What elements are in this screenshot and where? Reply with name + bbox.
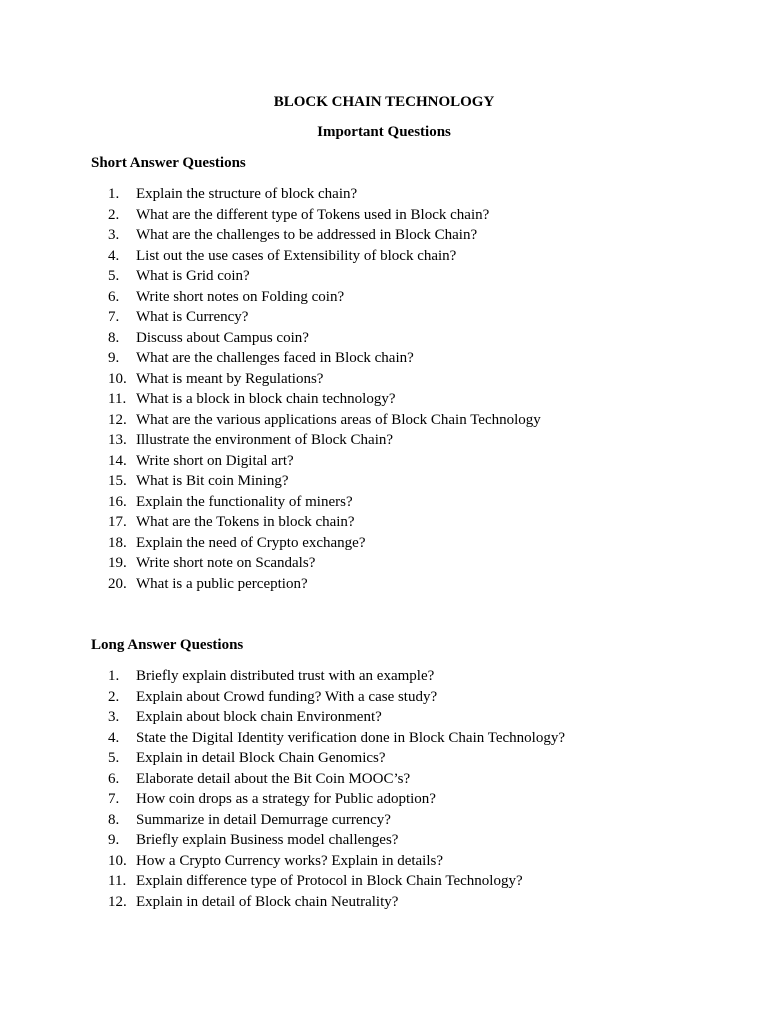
question-number: 11. — [108, 873, 127, 889]
question-number: 3. — [108, 227, 120, 243]
question-item — [108, 534, 541, 555]
question-number: 3. — [108, 709, 120, 725]
question-number: 7. — [108, 309, 120, 325]
question-text: Explain the functionality of miners? — [136, 493, 353, 510]
question-text: Briefly explain distributed trust with an example? — [136, 668, 435, 684]
question-text: Elaborate detail about the Bit Coin MOOC’s? — [136, 770, 411, 787]
question-number: 2. — [108, 206, 120, 223]
question-item — [108, 206, 541, 227]
question-number: 12. — [108, 411, 127, 428]
question-number: 11. — [108, 391, 127, 407]
question-text: Write short note on Scandals? — [136, 555, 316, 571]
question-number: 19. — [108, 555, 127, 571]
question-text: What are the Tokens in block chain? — [136, 514, 355, 530]
question-item — [108, 729, 565, 750]
question-number: 4. — [108, 247, 120, 264]
question-text: What is Bit coin Mining? — [136, 473, 289, 489]
question-text: What is Currency? — [136, 309, 249, 325]
question-number: 12. — [108, 893, 127, 910]
question-item — [108, 872, 565, 893]
question-number: 9. — [108, 350, 120, 366]
question-text: How a Crypto Currency works? Explain in details? — [136, 852, 444, 869]
question-number: 17. — [108, 514, 127, 530]
question-number: 6. — [108, 770, 120, 787]
question-item — [108, 852, 565, 873]
long-answer-heading: Long Answer Questions — [91, 637, 244, 653]
question-text: What is meant by Regulations? — [136, 370, 324, 387]
question-text: Explain in detail Block Chain Genomics? — [136, 750, 386, 766]
question-text: List out the use cases of Extensibility of block chain? — [136, 247, 457, 264]
question-item — [108, 349, 541, 370]
question-item — [108, 472, 541, 493]
question-text: Explain difference type of Protocol in Block Chain Technology? — [136, 873, 523, 889]
question-item — [108, 288, 541, 309]
question-text: Summarize in detail Demurrage currency? — [136, 811, 391, 828]
question-item — [108, 185, 541, 206]
question-item — [108, 811, 565, 832]
question-number: 5. — [108, 268, 120, 284]
question-number: 1. — [108, 668, 120, 684]
question-item — [108, 749, 565, 770]
question-text: What are the challenges to be addressed in Block Chain? — [136, 227, 478, 243]
question-number: 7. — [108, 791, 120, 807]
question-number: 18. — [108, 534, 127, 551]
question-text: What is a public perception? — [136, 575, 308, 592]
question-text: What are the different type of Tokens used in Block chain? — [136, 206, 490, 223]
question-item — [108, 226, 541, 247]
question-number: 1. — [108, 186, 120, 202]
short-answer-list — [108, 185, 541, 595]
question-item — [108, 770, 565, 791]
question-item — [108, 247, 541, 268]
question-text: Write short on Digital art? — [136, 452, 294, 469]
question-item — [108, 667, 565, 688]
question-item — [108, 493, 541, 514]
question-number: 5. — [108, 750, 120, 766]
question-number: 6. — [108, 288, 120, 305]
question-item — [108, 554, 541, 575]
question-item — [108, 452, 541, 473]
question-item — [108, 370, 541, 391]
question-number: 10. — [108, 852, 127, 869]
question-item — [108, 329, 541, 350]
document-title: BLOCK CHAIN TECHNOLOGY — [273, 94, 495, 110]
question-number: 20. — [108, 575, 127, 592]
question-text: State the Digital Identity verification done in Block Chain Technology? — [136, 729, 565, 746]
question-item — [108, 831, 565, 852]
question-text: Explain about Crowd funding? With a case study? — [136, 688, 438, 705]
short-answer-heading: Short Answer Questions — [91, 155, 246, 171]
question-text: Discuss about Campus coin? — [136, 329, 309, 346]
question-number: 14. — [108, 452, 127, 469]
question-item — [108, 431, 541, 452]
question-number: 10. — [108, 370, 127, 387]
question-number: 4. — [108, 729, 120, 746]
question-number: 13. — [108, 432, 127, 448]
question-number: 8. — [108, 329, 120, 346]
question-number: 9. — [108, 832, 120, 848]
question-text: Explain the need of Crypto exchange? — [136, 534, 366, 551]
question-text: How coin drops as a strategy for Public adoption? — [136, 791, 436, 807]
question-text: Briefly explain Business model challenges? — [136, 832, 399, 848]
question-number: 16. — [108, 493, 127, 510]
question-item — [108, 411, 541, 432]
question-text: Explain in detail of Block chain Neutrality? — [136, 893, 399, 910]
question-item — [108, 893, 565, 914]
question-text: Write short notes on Folding coin? — [136, 288, 345, 305]
question-item — [108, 390, 541, 411]
document-subtitle: Important Questions — [317, 124, 451, 140]
question-text: Explain about block chain Environment? — [136, 709, 382, 725]
long-answer-list — [108, 667, 565, 913]
question-text: What are the challenges faced in Block chain? — [136, 350, 414, 366]
question-text: What are the various applications areas of Block Chain Technology — [136, 411, 541, 428]
question-text: What is Grid coin? — [136, 268, 250, 284]
question-text: Illustrate the environment of Block Chain? — [136, 432, 394, 448]
question-item — [108, 267, 541, 288]
question-number: 15. — [108, 473, 127, 489]
question-item — [108, 513, 541, 534]
question-item — [108, 708, 565, 729]
question-text: Explain the structure of block chain? — [136, 186, 358, 202]
question-number: 8. — [108, 811, 120, 828]
question-number: 2. — [108, 688, 120, 705]
question-item — [108, 790, 565, 811]
question-text: What is a block in block chain technology? — [136, 391, 396, 407]
question-item — [108, 308, 541, 329]
question-item — [108, 688, 565, 709]
question-item — [108, 575, 541, 596]
